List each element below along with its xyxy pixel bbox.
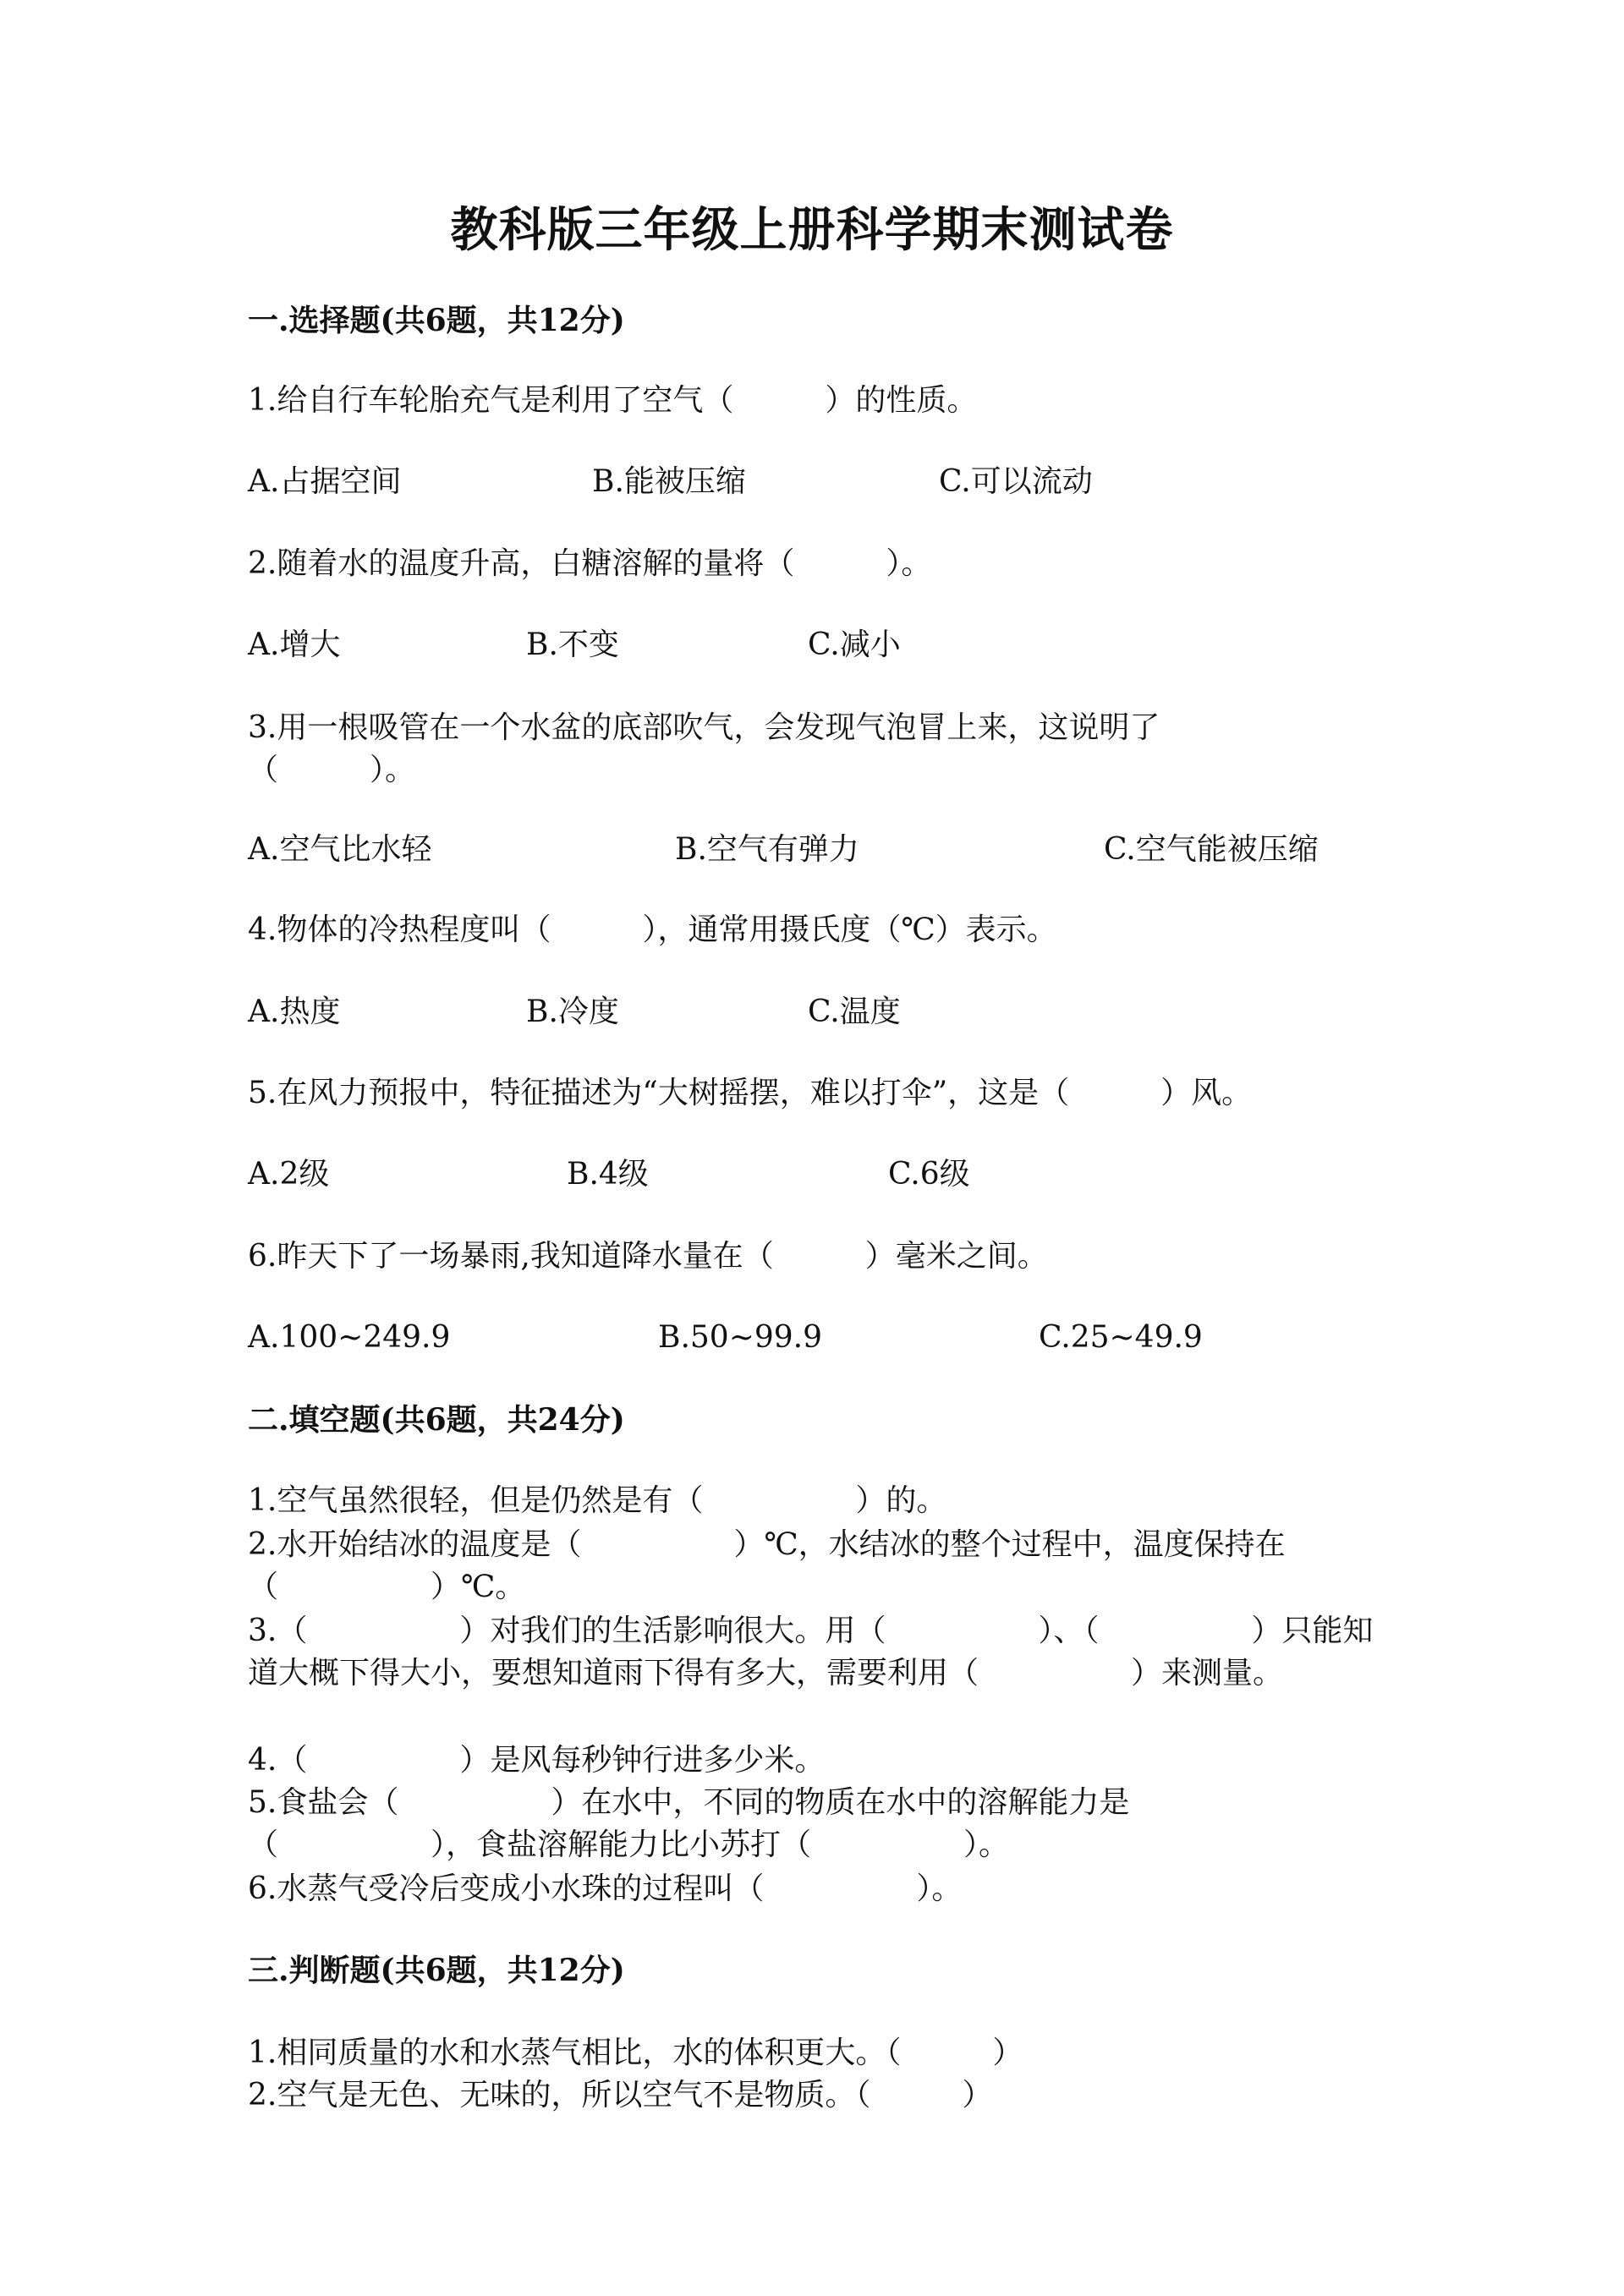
choice-5-option-a: A.2级 (248, 1157, 330, 1192)
fill-question-6: 6.水蒸气受冷后变成小水珠的过程叫（ ）。 (248, 1871, 963, 1906)
choice-question-3: 3.用一根吸管在一个水盆的底部吹气，会发现气泡冒上来，这说明了（ ）。 (248, 710, 1160, 787)
choice-question-1: 1.给自行车轮胎充气是利用了空气（ ）的性质。 (248, 383, 978, 418)
choice-1-option-c: C.可以流动 (939, 464, 1093, 499)
choice-3-option-b: B.空气有弹力 (675, 832, 859, 867)
choice-question-5: 5.在风力预报中，特征描述为“大树摇摆，难以打伞”，这是（ ）风。 (248, 1076, 1253, 1110)
section-heading-judge: 三.判断题(共6题，共12分) (248, 1953, 625, 1988)
fill-question-2: 2.水开始结冰的温度是（ ）℃，水结冰的整个过程中，温度保持在（ ）℃。 (248, 1527, 1286, 1604)
choice-1-option-a: A.占据空间 (248, 464, 402, 499)
choice-5-option-b: B.4级 (567, 1157, 649, 1192)
choice-2-option-b: B.不变 (526, 627, 619, 662)
choice-4-option-a: A.热度 (248, 995, 341, 1029)
choice-question-4: 4.物体的冷热程度叫（ ），通常用摄氏度（℃）表示。 (248, 912, 1057, 947)
choice-6-option-a: A.100~249.9 (248, 1320, 451, 1355)
fill-question-3: 3.（ ）对我们的生活影响很大。用（ ）、（ ）只能知道大概下得大小，要想知道雨下得有多大，需要利用（ ）来测量。 (248, 1614, 1374, 1690)
choice-2-option-a: A.增大 (248, 627, 341, 662)
choice-5-option-c: C.6级 (888, 1157, 970, 1192)
judge-question-1: 1.相同质量的水和水蒸气相比，水的体积更大。（ ） (248, 2036, 1023, 2070)
section-heading-fill: 二.填空题(共6题，共24分) (248, 1402, 625, 1438)
choice-question-2: 2.随着水的温度升高，白糖溶解的量将（ ）。 (248, 546, 932, 581)
choice-2-option-c: C.减小 (808, 627, 901, 662)
fill-question-1: 1.空气虽然很轻，但是仍然是有（ ）的。 (248, 1483, 947, 1518)
choice-1-option-b: B.能被压缩 (592, 464, 746, 499)
judge-question-2: 2.空气是无色、无味的，所以空气不是物质。（ ） (248, 2078, 993, 2112)
page-title: 教科版三年级上册科学期末测试卷 (450, 202, 1174, 258)
choice-3-option-c: C.空气能被压缩 (1104, 832, 1319, 867)
choice-6-option-c: C.25~49.9 (1039, 1320, 1203, 1355)
section-heading-choice: 一.选择题(共6题，共12分) (248, 303, 625, 338)
choice-3-option-a: A.空气比水轻 (248, 832, 432, 867)
choice-4-option-b: B.冷度 (526, 995, 619, 1029)
fill-question-5: 5.食盐会（ ）在水中，不同的物质在水中的溶解能力是（ ），食盐溶解能力比小苏打（ ）。 (248, 1785, 1130, 1862)
fill-question-4: 4.（ ）是风每秒钟行进多少米。 (248, 1743, 826, 1778)
choice-6-option-b: B.50~99.9 (658, 1320, 823, 1355)
choice-question-6: 6.昨天下了一场暴雨,我知道降水量在（ ）毫米之间。 (248, 1239, 1048, 1274)
choice-4-option-c: C.温度 (808, 995, 901, 1029)
